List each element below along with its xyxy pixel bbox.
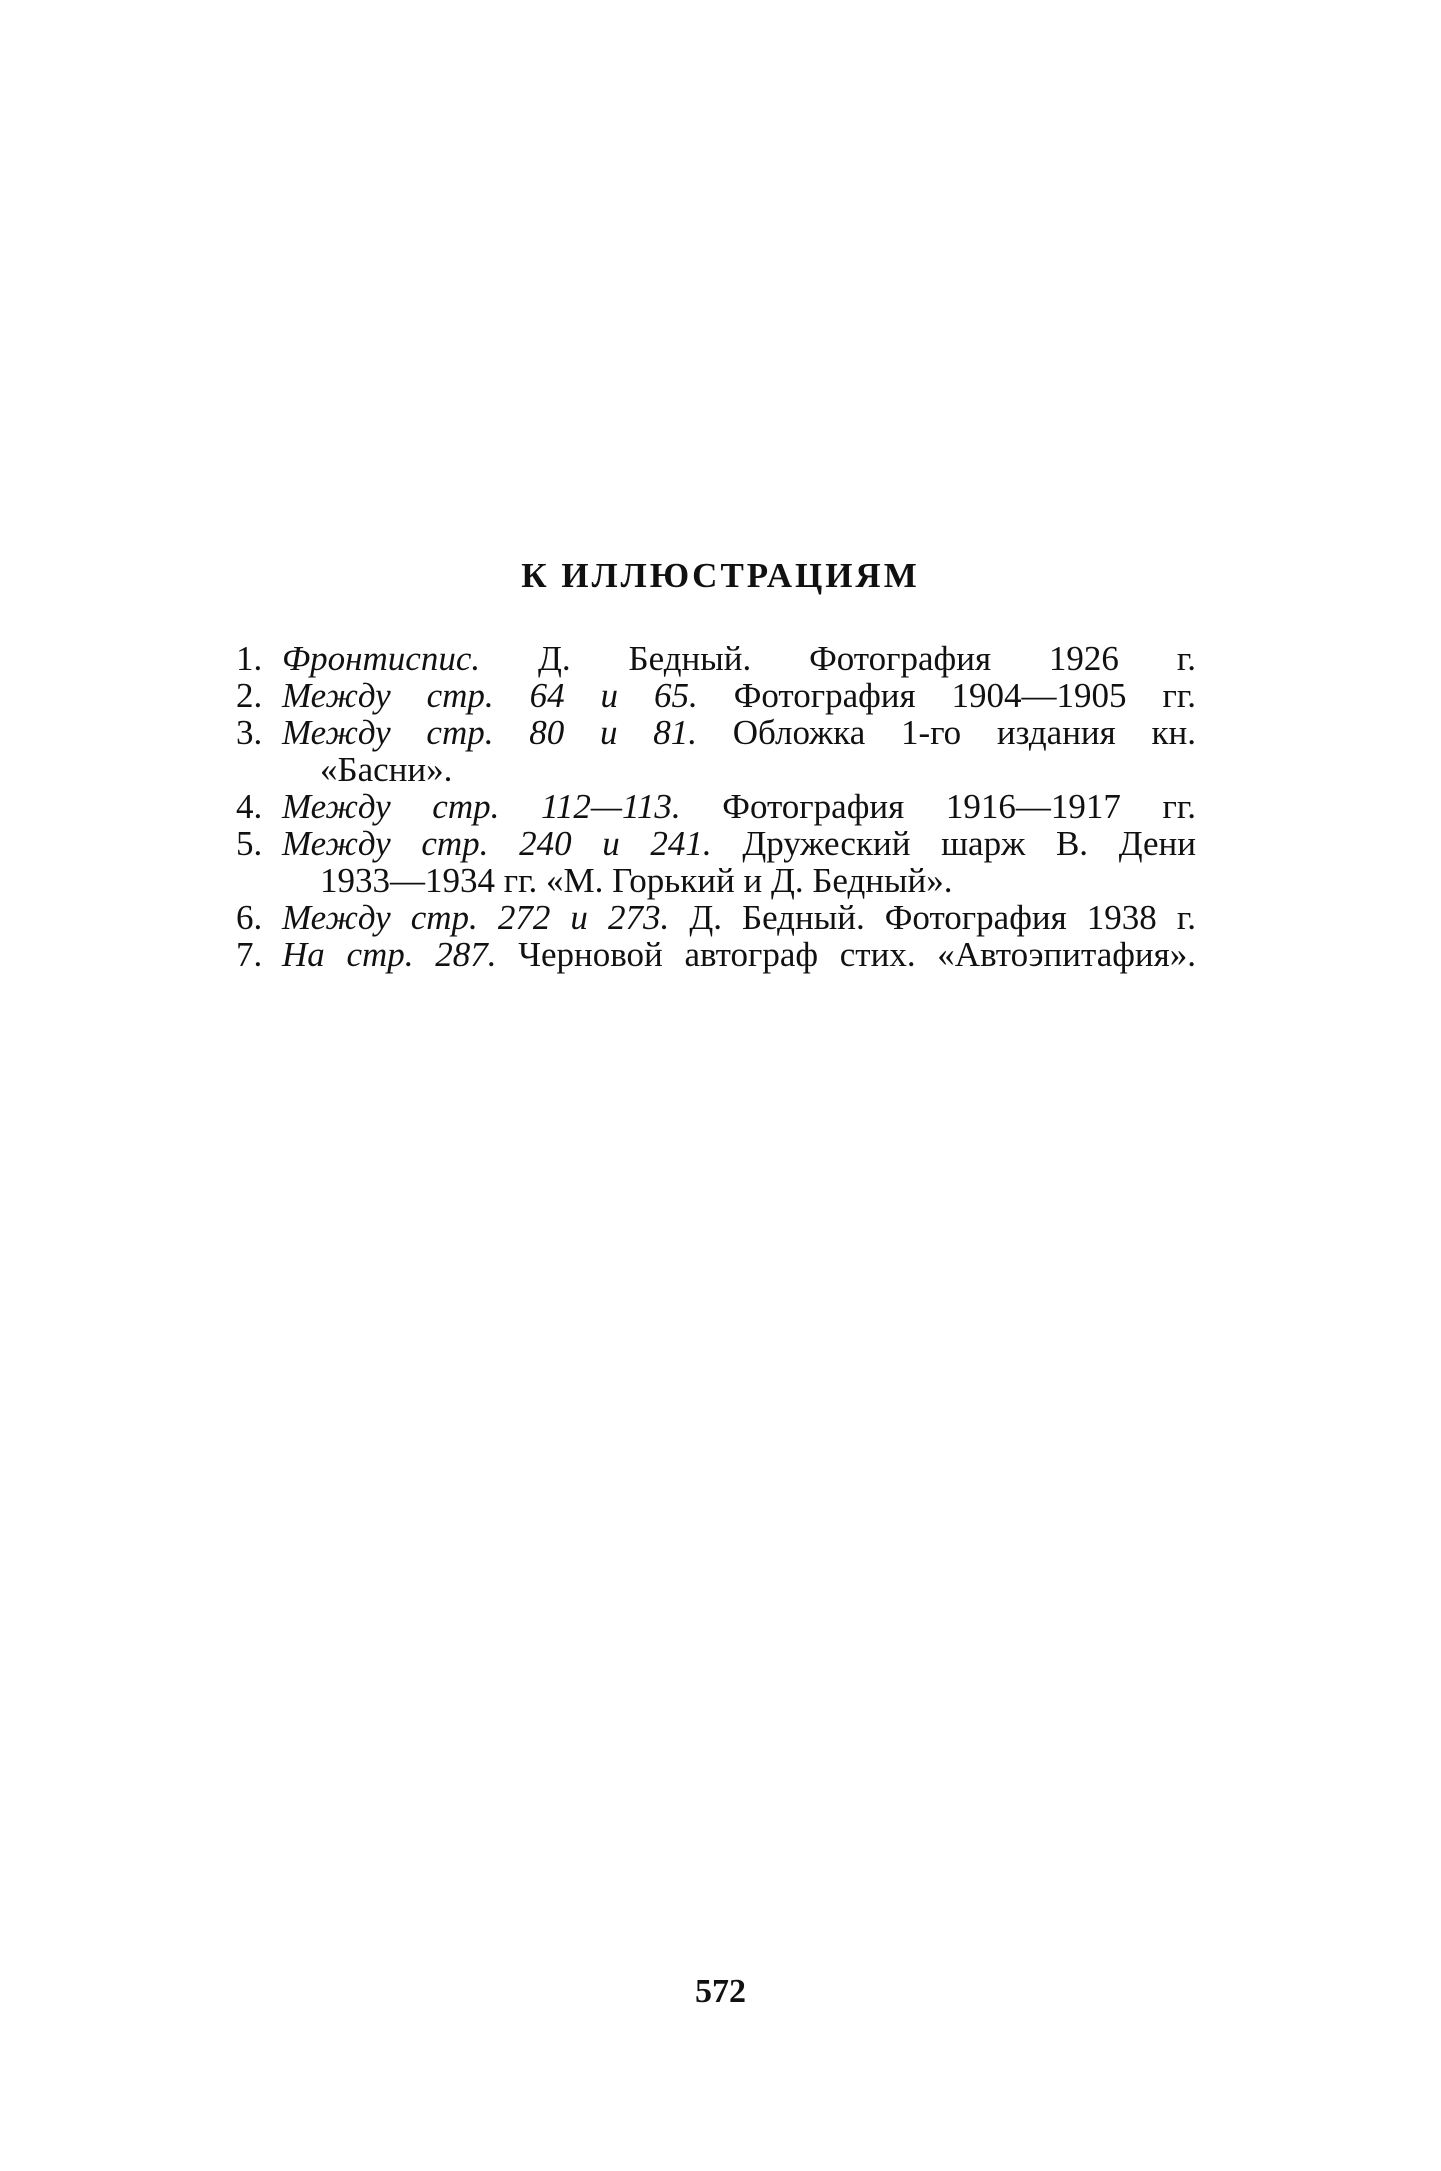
illustration-list	[236, 640, 1196, 973]
entry-description: Фотография 1916—1917 гг.	[680, 787, 1196, 826]
entry-number: 6.	[236, 898, 263, 937]
entry-number: 5.	[236, 824, 263, 863]
list-item	[236, 788, 1196, 825]
list-item	[236, 825, 1196, 899]
entry-description: Дружеский шарж В. Дени	[711, 824, 1197, 863]
section-heading: К ИЛЛЮСТРАЦИЯМ	[521, 556, 920, 595]
list-item	[236, 899, 1196, 936]
entry-location: Между стр. 80 и 81.	[282, 713, 698, 752]
list-item	[236, 677, 1196, 714]
entry-location: Фронтиспис.	[282, 639, 481, 678]
entry-number: 2.	[236, 676, 263, 715]
entry-continuation: 1933—1934 гг. «М. Горький и Д. Бедный».	[320, 861, 953, 900]
entry-location: Между стр. 112—113.	[282, 787, 681, 826]
entry-description: Обложка 1-го издания кн.	[697, 713, 1197, 752]
entry-number: 7.	[236, 935, 263, 974]
list-item	[236, 640, 1196, 677]
entry-continuation: «Басни».	[320, 750, 453, 789]
entry-description: Фотография 1904—1905 гг.	[697, 676, 1197, 715]
entry-description: Д. Бедный. Фотография 1938 г.	[669, 898, 1196, 937]
list-item	[236, 936, 1196, 973]
entry-location: Между стр. 64 и 65.	[282, 676, 698, 715]
entry-description: Д. Бедный. Фотография 1926 г.	[480, 639, 1196, 678]
entry-location: На стр. 287.	[282, 935, 497, 974]
entry-number: 1.	[236, 639, 263, 678]
entry-location: Между стр. 272 и 273.	[282, 898, 670, 937]
entry-number: 4.	[236, 787, 263, 826]
entry-location: Между стр. 240 и 241.	[282, 824, 712, 863]
page-number: 572	[695, 1973, 746, 2010]
entry-description: Черновой автограф стих. «Автоэпитафия».	[496, 935, 1196, 974]
entry-number: 3.	[236, 713, 263, 752]
list-item	[236, 714, 1196, 788]
